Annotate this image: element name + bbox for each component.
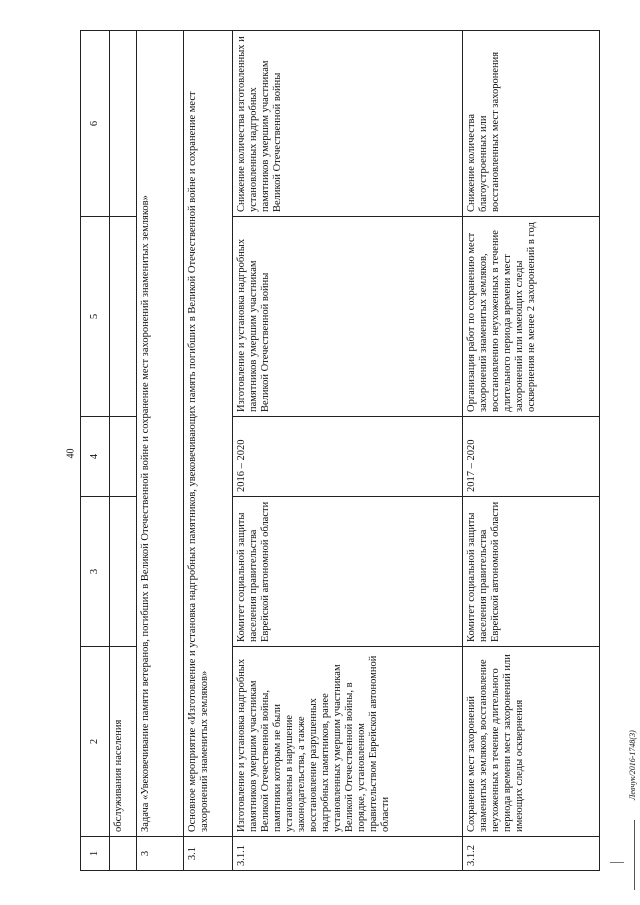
row-result: Организация работ по сохранению мест захоронений знаменитых земляков, восстановлению неухоженных в течение длительного периода времени мест захоронений или имеющих следы осквернения не менее 2 захоронений в год xyxy=(463,217,600,417)
row-name: Изготовление и установка надгробных памятников умершим участникам Великой Отечественной войны, памятники которым не были установлены в нарушение законодательства, а также восстановление разрушенных надгробных памятников, ранее установленных умершим участникам Великой Отечественной войны, в порядке, установленном правительством Еврейской автономной области xyxy=(233,647,463,837)
row-consequence: Снижение количества изготовленных и установленных надгробных памятников умершим участникам Великой Отечественной войны xyxy=(233,31,463,217)
row-executor: Комитет социальной защиты населения правительства Еврейской автономной области xyxy=(233,497,463,647)
continuation-text-cell: обслуживания населения xyxy=(110,647,137,837)
header-cell-4: 4 xyxy=(81,417,110,497)
main-event-text: Основное мероприятие «Изготовление и установка надгробных памятников, увековечивающих память погибших в Великой Отечественной войне и сохранение мест захоронений знаменитых земляков» xyxy=(184,31,233,837)
document-code: Левчук/2016-1748(3) xyxy=(628,730,637,800)
row-period: 2017 – 2020 xyxy=(463,417,600,497)
row-period: 2016 – 2020 xyxy=(233,417,463,497)
continuation-num-cell xyxy=(110,837,137,871)
header-cell-2: 2 xyxy=(81,647,110,837)
main-event-row xyxy=(184,31,233,871)
row-result: Изготовление и установка надгробных памятников умершим участникам Великой Отечественной войны xyxy=(233,217,463,417)
header-cell-6: 6 xyxy=(81,31,110,217)
row-consequence: Снижение количества благоустроенных или восстановленных мест захоронения xyxy=(463,31,600,217)
task-text: Задача «Увековечивание памяти ветеранов, погибших в Великой Отечественной войне и сохранение мест захоронений знаменитых земляков» xyxy=(137,31,184,837)
continuation-empty-cell xyxy=(110,31,137,217)
task-num: 3 xyxy=(137,837,184,871)
row-name: Сохранение мест захоронений знаменитых земляков, восстановление неухоженных в течение длительного периода времени мест захоронений или имеющих следы осквернения xyxy=(463,647,600,837)
scan-mark xyxy=(610,862,624,863)
row-num: 3.1.1 xyxy=(233,837,463,871)
table-row xyxy=(233,31,463,871)
table-row xyxy=(463,31,600,871)
rotated-table-wrapper xyxy=(80,31,600,871)
header-cell-5: 5 xyxy=(81,217,110,417)
row-num: 3.1.2 xyxy=(463,837,600,871)
scan-edge-line xyxy=(634,820,635,890)
header-cell-1: 1 xyxy=(81,837,110,871)
continuation-empty-cell xyxy=(110,217,137,417)
continuation-row xyxy=(110,31,137,871)
task-row xyxy=(137,31,184,871)
program-table xyxy=(80,30,600,871)
header-row xyxy=(81,31,110,871)
page-number: 40 xyxy=(65,448,77,459)
continuation-empty-cell xyxy=(110,417,137,497)
continuation-empty-cell xyxy=(110,497,137,647)
main-event-num: 3.1 xyxy=(184,837,233,871)
row-executor: Комитет социальной защиты населения правительства Еврейской автономной области xyxy=(463,497,600,647)
header-cell-3: 3 xyxy=(81,497,110,647)
